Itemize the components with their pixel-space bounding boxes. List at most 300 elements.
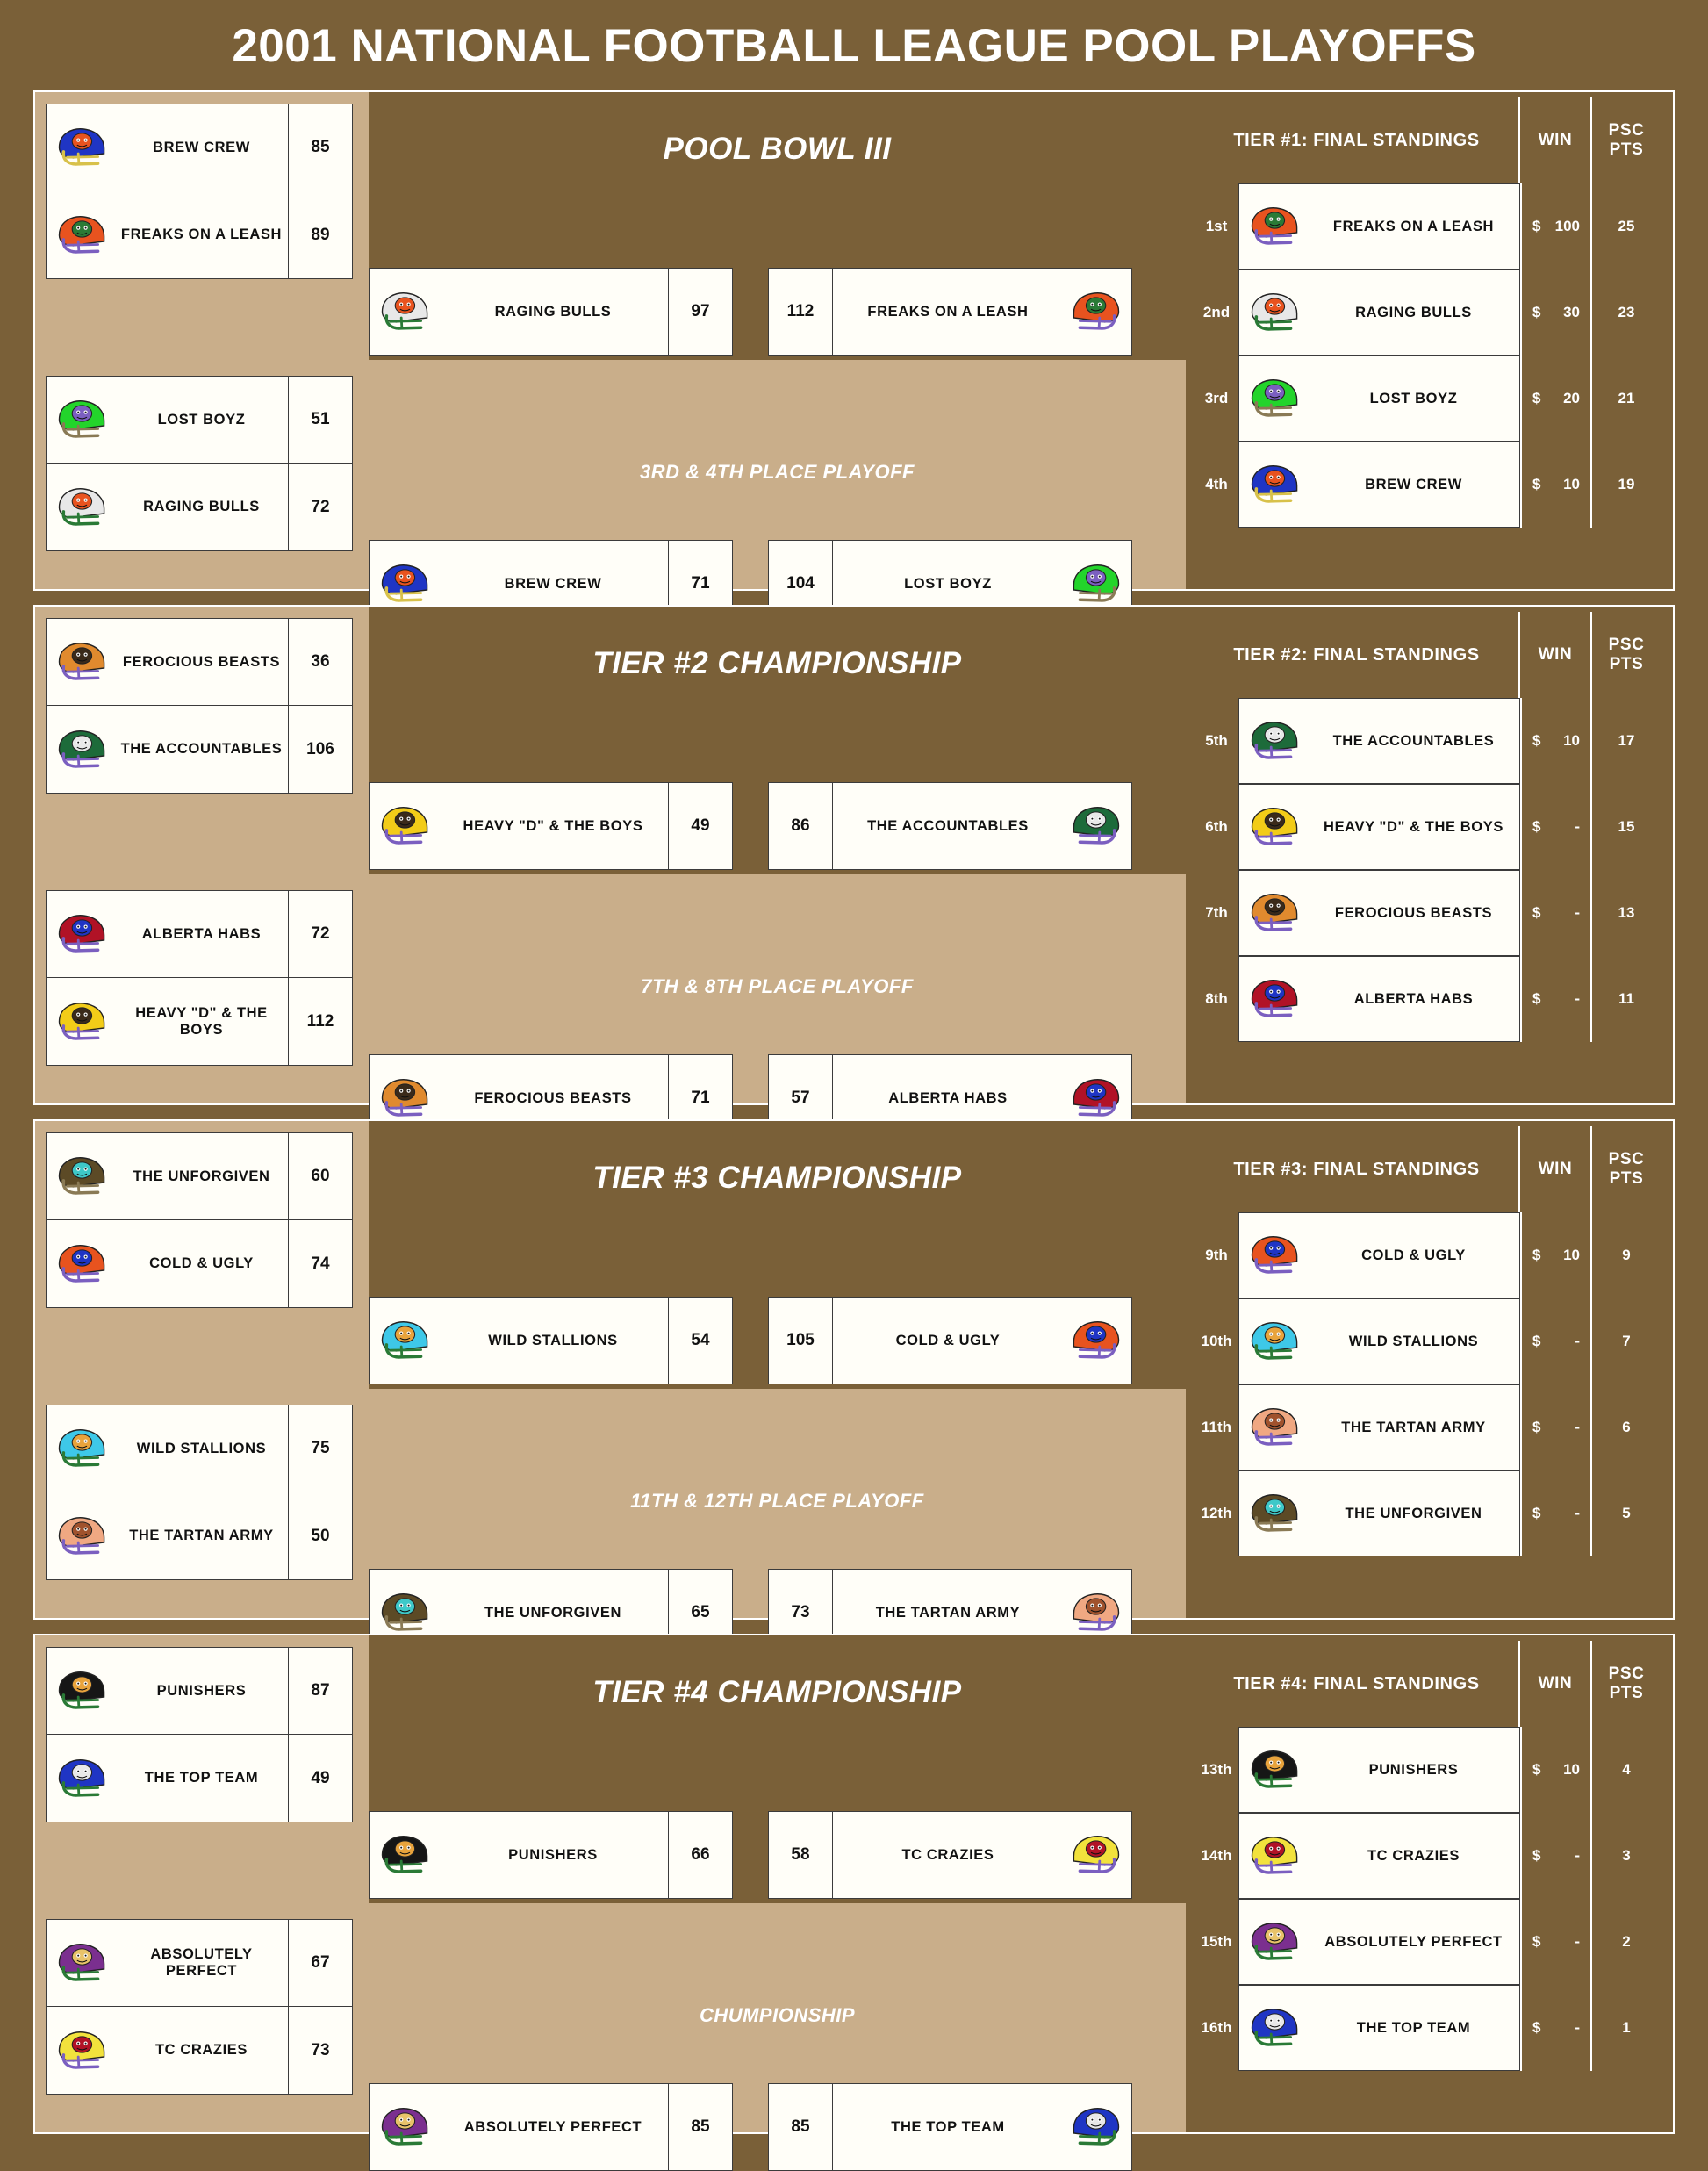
team-name: FREAKS ON A LEASH	[120, 226, 283, 242]
standings-title: TIER #1: FINAL STANDINGS	[1233, 130, 1480, 150]
wild-stallions-helmet-icon	[1239, 1317, 1308, 1366]
standings-header	[1195, 1126, 1661, 1212]
team-name: WILD STALLIONS	[136, 1440, 267, 1456]
team-name: THE UNFORGIVEN	[1345, 1505, 1482, 1521]
standings-winnings	[1520, 956, 1590, 1042]
team-name: BREW CREW	[504, 575, 602, 592]
standings-column	[1186, 1121, 1673, 1618]
standings-winnings	[1520, 698, 1590, 784]
team-name: TC CRAZIES	[1367, 1847, 1460, 1864]
standings-winnings	[1520, 1813, 1590, 1899]
cold-and-ugly-helmet-icon	[47, 1220, 115, 1307]
standings-row	[1195, 956, 1661, 1042]
standings-rank: 10th	[1201, 1333, 1232, 1349]
winnings-value: 10	[1563, 1247, 1580, 1263]
tc-crazies-helmet-icon	[1063, 1812, 1131, 1898]
standings-winnings	[1520, 1899, 1590, 1985]
standings-team-cell	[1238, 784, 1520, 870]
championship-row-right	[768, 1297, 1132, 1384]
standings-title: TIER #3: FINAL STANDINGS	[1233, 1159, 1480, 1179]
standings-rank: 2nd	[1202, 304, 1231, 320]
championship-title: TIER #2 CHAMPIONSHIP	[592, 646, 962, 680]
team-score: 67	[288, 1920, 352, 2006]
team-name: BREW CREW	[1365, 476, 1462, 492]
standings-table	[1186, 92, 1673, 528]
lost-boyz-helmet-icon	[47, 377, 115, 463]
standings-winnings	[1520, 1298, 1590, 1384]
brew-crew-helmet-icon	[1239, 460, 1308, 509]
freaks-on-a-leash-helmet-icon	[1063, 269, 1131, 355]
currency-symbol: $	[1532, 1247, 1541, 1263]
team-name: COLD & UGLY	[149, 1255, 254, 1271]
standings-pts-header: PSC PTS	[1590, 1641, 1661, 1727]
team-name: THE TARTAN ARMY	[129, 1528, 274, 1543]
standings-column	[1186, 92, 1673, 589]
team-score: 73	[288, 2007, 352, 2094]
cold-and-ugly-helmet-icon	[1063, 1298, 1131, 1384]
matchup-row	[46, 2007, 353, 2095]
currency-symbol: $	[1532, 1761, 1541, 1778]
team-name: PUNISHERS	[1368, 1761, 1459, 1778]
standings-team-cell	[1238, 956, 1520, 1042]
semifinal-pair-bottom	[46, 890, 353, 1066]
the-tartan-army-helmet-icon	[47, 1492, 115, 1579]
lost-boyz-helmet-icon	[1239, 374, 1308, 423]
team-name: RAGING BULLS	[494, 303, 612, 320]
matchup-row	[46, 1132, 353, 1220]
the-accountables-helmet-icon	[1239, 716, 1308, 766]
page-title: 2001 NATIONAL FOOTBALL LEAGUE POOL PLAYOFFS	[232, 20, 1476, 72]
team-name: FEROCIOUS BEASTS	[1334, 904, 1493, 921]
team-name: THE TOP TEAM	[891, 2118, 1005, 2135]
team-score: 58	[769, 1812, 833, 1898]
standings-winnings	[1520, 356, 1590, 442]
standings-psc-points: 19	[1590, 442, 1661, 528]
team-name: LOST BOYZ	[904, 575, 992, 592]
team-score: 74	[288, 1220, 352, 1307]
team-name: ABSOLUTELY PERFECT	[150, 1946, 253, 1979]
team-score: 73	[769, 1570, 833, 1656]
standings-team-cell	[1238, 356, 1520, 442]
freaks-on-a-leash-helmet-icon	[1239, 202, 1308, 251]
semifinal-pair-top	[46, 104, 353, 279]
raging-bulls-helmet-icon	[1239, 288, 1308, 337]
standings-psc-points: 9	[1590, 1212, 1661, 1298]
currency-symbol: $	[1532, 304, 1541, 320]
standings-team-cell	[1238, 1899, 1520, 1985]
team-name: HEAVY "D" & THE BOYS	[135, 1004, 268, 1038]
matchup-row	[46, 978, 353, 1066]
team-name: BREW CREW	[153, 139, 250, 155]
team-score: 105	[769, 1298, 833, 1384]
standings-header	[1195, 612, 1661, 698]
team-name: THE UNFORGIVEN	[484, 1604, 621, 1621]
standings-rank: 4th	[1205, 476, 1228, 492]
standings-rank: 14th	[1201, 1847, 1232, 1864]
currency-symbol: $	[1532, 1847, 1541, 1864]
standings-header	[1195, 97, 1661, 183]
cold-and-ugly-helmet-icon	[1239, 1231, 1308, 1280]
standings-table	[1186, 607, 1673, 1042]
absolutely-perfect-helmet-icon	[370, 2084, 438, 2170]
the-tartan-army-helmet-icon	[1239, 1403, 1308, 1452]
standings-psc-points: 13	[1590, 870, 1661, 956]
standings-rank: 13th	[1201, 1761, 1232, 1778]
winnings-value: -	[1575, 1505, 1580, 1521]
standings-win-header: WIN	[1518, 1126, 1590, 1212]
matchup-row	[46, 104, 353, 191]
team-name: ALBERTA HABS	[888, 1089, 1008, 1106]
standings-row	[1195, 270, 1661, 356]
currency-symbol: $	[1532, 818, 1541, 835]
the-accountables-helmet-icon	[47, 706, 115, 793]
standings-winnings	[1520, 870, 1590, 956]
winnings-value: 20	[1563, 390, 1580, 406]
consolation-row-right	[768, 2083, 1132, 2171]
standings-win-header: WIN	[1518, 97, 1590, 183]
wild-stallions-helmet-icon	[370, 1298, 438, 1384]
standings-team-cell	[1238, 270, 1520, 356]
team-score: 60	[288, 1133, 352, 1219]
currency-symbol: $	[1532, 904, 1541, 921]
team-name: FEROCIOUS BEASTS	[122, 653, 281, 670]
team-name: THE UNFORGIVEN	[133, 1168, 270, 1184]
matchup-row	[46, 1919, 353, 2007]
standings-rank: 5th	[1205, 732, 1228, 749]
team-score: 57	[769, 1055, 833, 1141]
standings-rank: 16th	[1201, 2019, 1232, 2036]
standings-psc-points: 6	[1590, 1384, 1661, 1470]
standings-title: TIER #2: FINAL STANDINGS	[1233, 644, 1480, 665]
punishers-helmet-icon	[47, 1648, 115, 1734]
semifinal-column	[35, 1635, 369, 2132]
team-name: ABSOLUTELY PERFECT	[1324, 1933, 1503, 1950]
standings-rank: 6th	[1205, 818, 1228, 835]
standings-row	[1195, 1212, 1661, 1298]
standings-winnings	[1520, 1470, 1590, 1556]
standings-row	[1195, 1899, 1661, 1985]
winnings-value: -	[1575, 904, 1580, 921]
semifinal-column	[35, 1121, 369, 1618]
team-score: 85	[288, 104, 352, 191]
standings-column	[1186, 1635, 1673, 2132]
currency-symbol: $	[1532, 990, 1541, 1007]
standings-winnings	[1520, 442, 1590, 528]
team-score: 106	[288, 706, 352, 793]
championship-title: TIER #4 CHAMPIONSHIP	[592, 1675, 962, 1709]
currency-symbol: $	[1532, 476, 1541, 492]
semifinal-pair-bottom	[46, 1405, 353, 1580]
team-name: LOST BOYZ	[157, 411, 246, 428]
standings-psc-points: 3	[1590, 1813, 1661, 1899]
standings-team-cell	[1238, 442, 1520, 528]
semifinal-pair-top	[46, 618, 353, 794]
the-accountables-helmet-icon	[1063, 783, 1131, 869]
team-score: 72	[288, 891, 352, 977]
winnings-value: -	[1575, 818, 1580, 835]
matchup-row	[46, 618, 353, 706]
winnings-value: 10	[1563, 1761, 1580, 1778]
absolutely-perfect-helmet-icon	[47, 1920, 115, 2006]
standings-win-header: WIN	[1518, 1641, 1590, 1727]
standings-row	[1195, 698, 1661, 784]
standings-psc-points: 5	[1590, 1470, 1661, 1556]
the-top-team-helmet-icon	[1063, 2084, 1131, 2170]
the-top-team-helmet-icon	[1239, 2003, 1308, 2052]
team-name: HEAVY "D" & THE BOYS	[463, 817, 643, 834]
team-name: ALBERTA HABS	[141, 925, 262, 942]
semifinal-column	[35, 92, 369, 589]
consolation-title: 3RD & 4TH PLACE PLAYOFF	[639, 461, 915, 483]
team-name: RAGING BULLS	[1355, 304, 1472, 320]
standings-row	[1195, 1985, 1661, 2071]
team-name: ABSOLUTELY PERFECT	[463, 2118, 642, 2135]
team-name: LOST BOYZ	[1369, 390, 1458, 406]
winnings-value: -	[1575, 1933, 1580, 1950]
standings-winnings	[1520, 183, 1590, 270]
standings-psc-points: 21	[1590, 356, 1661, 442]
standings-team-cell	[1238, 1470, 1520, 1556]
winnings-value: -	[1575, 1333, 1580, 1349]
heavy-d-and-the-boys-helmet-icon	[1239, 802, 1308, 852]
team-name: TC CRAZIES	[901, 1846, 994, 1863]
currency-symbol: $	[1532, 1505, 1541, 1521]
heavy-d-and-the-boys-helmet-icon	[47, 978, 115, 1065]
standings-rank: 7th	[1205, 904, 1228, 921]
team-score: 65	[668, 1570, 732, 1656]
heavy-d-and-the-boys-helmet-icon	[370, 783, 438, 869]
team-score: 112	[769, 269, 833, 355]
team-score: 71	[668, 541, 732, 627]
standings-winnings	[1520, 1384, 1590, 1470]
team-score: 71	[668, 1055, 732, 1141]
team-score: 85	[769, 2084, 833, 2170]
team-score: 66	[668, 1812, 732, 1898]
standings-team-cell	[1238, 870, 1520, 956]
winnings-value: 30	[1563, 304, 1580, 320]
winnings-value: 100	[1554, 218, 1580, 234]
tier-block-tier4	[33, 1634, 1675, 2134]
championship-column	[369, 92, 1186, 593]
currency-symbol: $	[1532, 218, 1541, 234]
semifinal-pair-bottom	[46, 376, 353, 551]
semifinal-pair-bottom	[46, 1919, 353, 2095]
the-unforgiven-helmet-icon	[1239, 1489, 1308, 1538]
standings-rank: 9th	[1205, 1247, 1228, 1263]
absolutely-perfect-helmet-icon	[1239, 1917, 1308, 1966]
standings-team-cell	[1238, 1985, 1520, 2071]
currency-symbol: $	[1532, 2019, 1541, 2036]
team-score: 112	[288, 978, 352, 1065]
matchup-row	[46, 464, 353, 551]
consolation-title: 11TH & 12TH PLACE PLAYOFF	[630, 1490, 924, 1512]
alberta-habs-helmet-icon	[1239, 974, 1308, 1024]
team-score: 89	[288, 191, 352, 278]
standings-rank: 12th	[1201, 1505, 1232, 1521]
championship-column	[369, 1635, 1186, 2136]
team-score: 86	[769, 783, 833, 869]
standings-psc-points: 23	[1590, 270, 1661, 356]
team-name: THE TARTAN ARMY	[1341, 1419, 1486, 1435]
tier-block-tier3	[33, 1119, 1675, 1620]
championship-row-right	[768, 782, 1132, 870]
consolation-title: 7TH & 8TH PLACE PLAYOFF	[641, 975, 914, 997]
team-score: 87	[288, 1648, 352, 1734]
matchup-row	[46, 890, 353, 978]
standings-team-cell	[1238, 1298, 1520, 1384]
standings-team-cell	[1238, 698, 1520, 784]
team-name: FEROCIOUS BEASTS	[474, 1089, 632, 1106]
currency-symbol: $	[1532, 1419, 1541, 1435]
standings-psc-points: 15	[1590, 784, 1661, 870]
standings-psc-points: 2	[1590, 1899, 1661, 1985]
punishers-helmet-icon	[370, 1812, 438, 1898]
team-score: 72	[288, 464, 352, 550]
team-name: ALBERTA HABS	[1353, 990, 1474, 1007]
matchup-row	[46, 1647, 353, 1735]
team-score: 104	[769, 541, 833, 627]
standings-team-cell	[1238, 1212, 1520, 1298]
the-unforgiven-helmet-icon	[47, 1133, 115, 1219]
standings-psc-points: 11	[1590, 956, 1661, 1042]
team-name: COLD & UGLY	[1361, 1247, 1466, 1263]
tc-crazies-helmet-icon	[47, 2007, 115, 2094]
team-name: THE TOP TEAM	[144, 1770, 259, 1786]
brew-crew-helmet-icon	[47, 104, 115, 191]
standings-row	[1195, 356, 1661, 442]
standings-winnings	[1520, 1727, 1590, 1813]
standings-team-cell	[1238, 1813, 1520, 1899]
standings-pts-header: PSC PTS	[1590, 97, 1661, 183]
raging-bulls-helmet-icon	[370, 269, 438, 355]
team-name: PUNISHERS	[508, 1846, 598, 1863]
wild-stallions-helmet-icon	[47, 1405, 115, 1492]
semifinal-column	[35, 607, 369, 1103]
semifinal-pair-top	[46, 1132, 353, 1308]
tier-block-tier2	[33, 605, 1675, 1105]
team-score: 49	[668, 783, 732, 869]
standings-winnings	[1520, 270, 1590, 356]
matchup-row	[46, 706, 353, 794]
team-score: 36	[288, 619, 352, 705]
standings-table	[1186, 1121, 1673, 1556]
standings-psc-points: 25	[1590, 183, 1661, 270]
consolation-title: CHUMPIONSHIP	[699, 2004, 856, 2026]
standings-row	[1195, 1813, 1661, 1899]
team-name: THE ACCOUNTABLES	[120, 741, 283, 757]
team-score: 51	[288, 377, 352, 463]
standings-header	[1195, 1641, 1661, 1727]
championship-row-left	[369, 268, 733, 356]
currency-symbol: $	[1532, 1333, 1541, 1349]
championship-row-right	[768, 1811, 1132, 1899]
winnings-value: -	[1575, 2019, 1580, 2036]
standings-pts-header: PSC PTS	[1590, 1126, 1661, 1212]
standings-pts-header: PSC PTS	[1590, 612, 1661, 698]
punishers-helmet-icon	[1239, 1745, 1308, 1794]
championship-column	[369, 1121, 1186, 1621]
team-name: THE TOP TEAM	[1356, 2019, 1471, 2036]
standings-rank: 3rd	[1204, 390, 1229, 406]
championship-row-right	[768, 268, 1132, 356]
freaks-on-a-leash-helmet-icon	[47, 191, 115, 278]
standings-table	[1186, 1635, 1673, 2071]
team-name: HEAVY "D" & THE BOYS	[1324, 818, 1503, 835]
standings-rank: 15th	[1201, 1933, 1232, 1950]
standings-row	[1195, 1727, 1661, 1813]
team-score: 49	[288, 1735, 352, 1822]
team-name: WILD STALLIONS	[1348, 1333, 1479, 1349]
team-name: TC CRAZIES	[155, 2042, 248, 2058]
currency-symbol: $	[1532, 1933, 1541, 1950]
team-score: 75	[288, 1405, 352, 1492]
standings-row	[1195, 1470, 1661, 1556]
matchup-row	[46, 1735, 353, 1822]
team-name: THE TARTAN ARMY	[875, 1604, 1021, 1621]
matchup-row	[46, 376, 353, 464]
standings-row	[1195, 1384, 1661, 1470]
semifinal-pair-top	[46, 1647, 353, 1822]
standings-psc-points: 1	[1590, 1985, 1661, 2071]
tier-block-tier1	[33, 90, 1675, 591]
team-name: FREAKS ON A LEASH	[1332, 218, 1495, 234]
championship-row-left	[369, 782, 733, 870]
winnings-value: 10	[1563, 476, 1580, 492]
standings-rank: 11th	[1201, 1419, 1232, 1435]
team-name: PUNISHERS	[156, 1682, 247, 1699]
team-score: 50	[288, 1492, 352, 1579]
matchup-row	[46, 1405, 353, 1492]
team-name: THE ACCOUNTABLES	[867, 817, 1029, 834]
the-top-team-helmet-icon	[47, 1735, 115, 1822]
team-score: 54	[668, 1298, 732, 1384]
standings-row	[1195, 784, 1661, 870]
tc-crazies-helmet-icon	[1239, 1831, 1308, 1880]
team-name: THE ACCOUNTABLES	[1332, 732, 1495, 749]
ferocious-beasts-helmet-icon	[47, 619, 115, 705]
standings-psc-points: 7	[1590, 1298, 1661, 1384]
championship-row-left	[369, 1297, 733, 1384]
team-name: RAGING BULLS	[143, 499, 260, 514]
standings-team-cell	[1238, 1727, 1520, 1813]
standings-rank: 1st	[1205, 218, 1228, 234]
standings-row	[1195, 1298, 1661, 1384]
matchup-row	[46, 1492, 353, 1580]
matchup-row	[46, 191, 353, 279]
winnings-value: -	[1575, 990, 1580, 1007]
standings-winnings	[1520, 1212, 1590, 1298]
currency-symbol: $	[1532, 732, 1541, 749]
matchup-row	[46, 1220, 353, 1308]
standings-column	[1186, 607, 1673, 1103]
standings-title: TIER #4: FINAL STANDINGS	[1233, 1673, 1480, 1693]
team-name: COLD & UGLY	[895, 1332, 1001, 1348]
standings-winnings	[1520, 1985, 1590, 2071]
alberta-habs-helmet-icon	[47, 891, 115, 977]
standings-rank: 8th	[1205, 990, 1228, 1007]
standings-row	[1195, 870, 1661, 956]
winnings-value: -	[1575, 1419, 1580, 1435]
championship-title: TIER #3 CHAMPIONSHIP	[592, 1161, 962, 1195]
tier-list	[0, 90, 1708, 2134]
standings-team-cell	[1238, 1384, 1520, 1470]
winnings-value: -	[1575, 1847, 1580, 1864]
winnings-value: 10	[1563, 732, 1580, 749]
raging-bulls-helmet-icon	[47, 464, 115, 550]
championship-column	[369, 607, 1186, 1107]
championship-row-left	[369, 1811, 733, 1899]
team-score: 85	[668, 2084, 732, 2170]
